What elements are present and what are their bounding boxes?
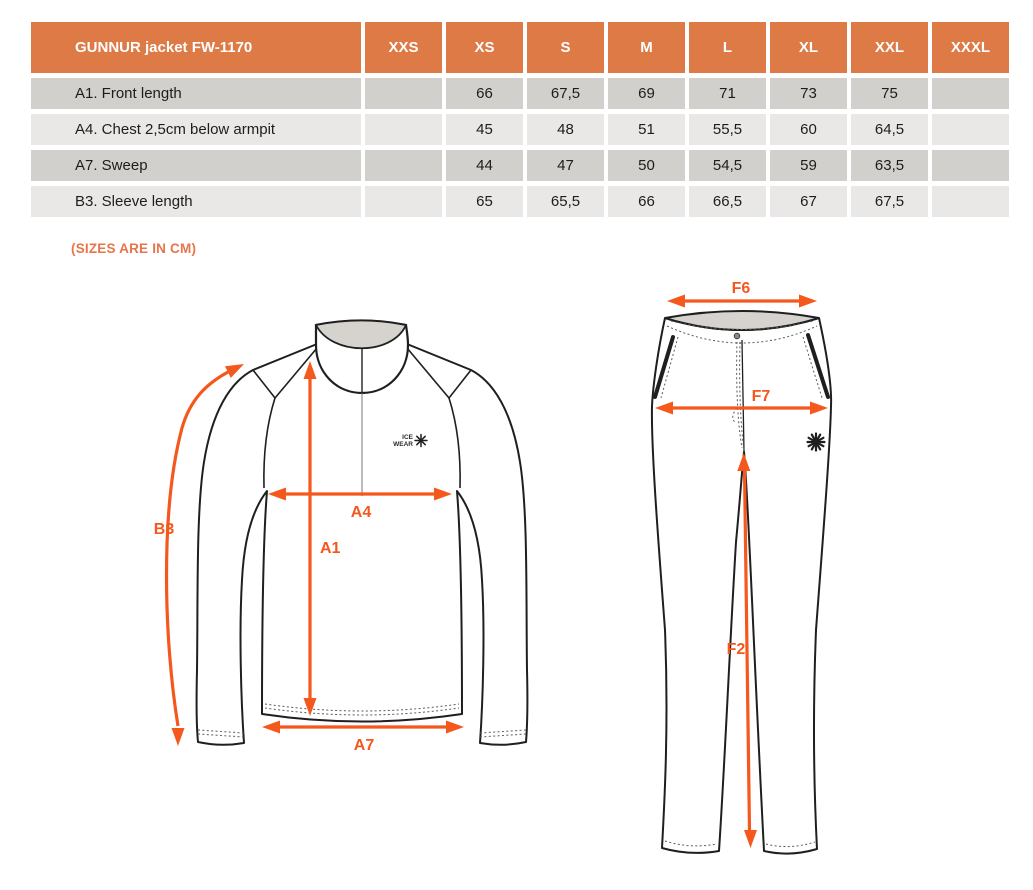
spec-cell: 71 bbox=[689, 78, 766, 109]
size-col-header-xs: XS bbox=[446, 22, 523, 73]
measure-arrow-f6 bbox=[667, 280, 817, 308]
snowflake-icon bbox=[415, 435, 427, 447]
spec-cell: 69 bbox=[608, 78, 685, 109]
spec-cell: 67,5 bbox=[527, 78, 604, 109]
size-col-header-s: S bbox=[527, 22, 604, 73]
table-title: GUNNUR jacket FW-1170 bbox=[31, 22, 361, 73]
measure-label-f7: F7 bbox=[751, 388, 771, 405]
sizes-note: (SIZES ARE IN CM) bbox=[71, 241, 197, 256]
spec-cell: 48 bbox=[527, 114, 604, 145]
measure-label-f2: F2 bbox=[726, 641, 746, 658]
spec-cell: 50 bbox=[608, 150, 685, 181]
pants-outline bbox=[652, 318, 831, 854]
spec-cell: 73 bbox=[770, 78, 847, 109]
size-col-header-xxl: XXL bbox=[851, 22, 928, 73]
brand-logo-line1: ICE bbox=[402, 434, 413, 441]
spec-cell: 75 bbox=[851, 78, 928, 109]
spec-cell: 66 bbox=[608, 186, 685, 217]
spec-cell: 63,5 bbox=[851, 150, 928, 181]
waist-button bbox=[734, 333, 740, 339]
spec-cell bbox=[365, 114, 442, 145]
spec-cell: 65,5 bbox=[527, 186, 604, 217]
measure-label-a7: A7 bbox=[353, 737, 375, 754]
spec-cell bbox=[932, 114, 1009, 145]
spec-cell bbox=[932, 150, 1009, 181]
measure-label-a1: A1 bbox=[320, 540, 341, 557]
spec-cell: 65 bbox=[446, 186, 523, 217]
spec-cell: 55,5 bbox=[689, 114, 766, 145]
spec-cell: 66 bbox=[446, 78, 523, 109]
spec-cell: 60 bbox=[770, 114, 847, 145]
measure-label-a4: A4 bbox=[350, 504, 372, 521]
spec-cell: 51 bbox=[608, 114, 685, 145]
spec-row-label: B3. Sleeve length bbox=[31, 186, 361, 217]
jacket-diagram bbox=[140, 300, 560, 780]
spec-cell: 66,5 bbox=[689, 186, 766, 217]
measure-arrow-a7 bbox=[262, 721, 464, 755]
spec-row-label: A4. Chest 2,5cm below armpit bbox=[31, 114, 361, 145]
spec-cell: 44 bbox=[446, 150, 523, 181]
spec-cell: 54,5 bbox=[689, 150, 766, 181]
spec-cell: 67,5 bbox=[851, 186, 928, 217]
brand-logo-line2: WEAR bbox=[393, 441, 413, 448]
spec-cell: 45 bbox=[446, 114, 523, 145]
size-col-header-xxs: XXS bbox=[365, 22, 442, 73]
size-col-header-xxxl: XXXL bbox=[932, 22, 1009, 73]
size-col-header-l: L bbox=[689, 22, 766, 73]
spec-cell bbox=[932, 78, 1009, 109]
size-table bbox=[31, 22, 1009, 217]
spec-cell: 47 bbox=[527, 150, 604, 181]
spec-cell: 67 bbox=[770, 186, 847, 217]
pants-diagram bbox=[640, 280, 940, 870]
spec-cell bbox=[932, 186, 1009, 217]
spec-cell: 59 bbox=[770, 150, 847, 181]
size-col-header-m: M bbox=[608, 22, 685, 73]
spec-cell bbox=[365, 150, 442, 181]
spec-row-label: A7. Sweep bbox=[31, 150, 361, 181]
size-col-header-xl: XL bbox=[770, 22, 847, 73]
spec-cell: 64,5 bbox=[851, 114, 928, 145]
measure-label-b3: B3 bbox=[153, 521, 175, 538]
measure-label-f6: F6 bbox=[731, 280, 751, 297]
spec-row-label: A1. Front length bbox=[31, 78, 361, 109]
spec-cell bbox=[365, 186, 442, 217]
spec-cell bbox=[365, 78, 442, 109]
